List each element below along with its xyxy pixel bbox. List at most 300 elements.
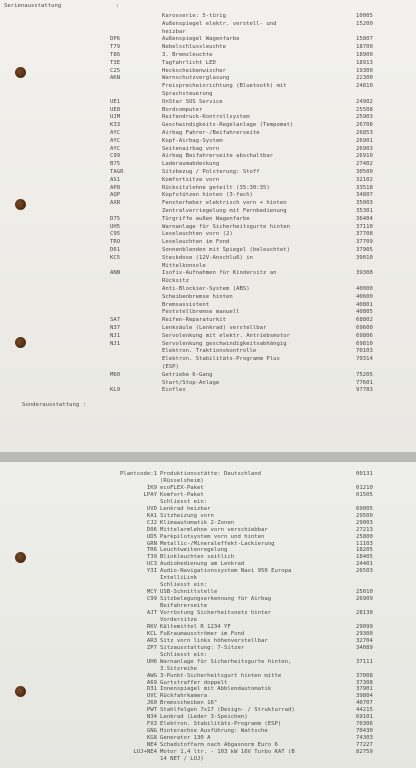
equipment-row <box>0 185 416 192</box>
equipment-row <box>0 13 416 20</box>
equipment-row <box>0 721 416 728</box>
equipment-number: 69101 <box>356 714 373 721</box>
equipment-number: 82759 <box>356 749 373 755</box>
equipment-row <box>0 60 416 67</box>
equipment-description: 3. Bremsleuchte <box>162 52 213 58</box>
equipment-code: A69 <box>146 679 157 686</box>
equipment-description: Schliesst ein: <box>160 498 208 505</box>
equipment-row <box>0 645 416 652</box>
equipment-description: Fußraumausströmer im Fond <box>160 630 245 637</box>
equipment-row <box>0 99 416 106</box>
equipment-number: 29500 <box>356 512 373 519</box>
equipment-number: 40000 <box>356 286 373 292</box>
equipment-row <box>0 239 416 246</box>
equipment-row <box>0 286 416 293</box>
equipment-row <box>0 36 416 43</box>
equipment-description: Sitzheizung vorn <box>160 512 214 519</box>
equipment-number: 34807 <box>356 192 373 199</box>
equipment-number: 18205 <box>356 547 373 554</box>
equipment-number: 37901 <box>356 686 373 693</box>
equipment-code: KA1 <box>146 512 157 519</box>
equipment-code: SA7 <box>110 317 121 324</box>
equipment-number: 69600 <box>356 325 373 331</box>
equipment-row <box>0 631 416 638</box>
equipment-description: Schadstoffarm nach Abgasnorm Euro 6 <box>160 742 278 749</box>
equipment-description: Leseleuchten im Fond <box>162 239 230 246</box>
equipment-description: Freisprecheinrichtung (Bluetooth) mit <box>162 83 287 90</box>
equipment-code: GNG <box>146 728 157 735</box>
equipment-code: M60 <box>110 371 121 378</box>
equipment-row <box>0 169 416 176</box>
equipment-row <box>0 728 416 735</box>
equipment-number: 75205 <box>356 371 373 378</box>
equipment-code: RKV <box>146 623 157 630</box>
equipment-code: AQP <box>110 192 121 199</box>
equipment-number: 18900 <box>356 52 373 58</box>
equipment-number: 22300 <box>356 75 373 82</box>
equipment-number: 40805 <box>356 309 373 316</box>
equipment-description: Feststellbremse manuell <box>162 309 240 316</box>
equipment-row <box>0 603 416 610</box>
equipment-row <box>0 756 416 763</box>
equipment-code: T86 <box>110 52 121 58</box>
equipment-description: Komfortsitze vorn <box>162 176 220 183</box>
equipment-row <box>0 107 416 114</box>
equipment-code: AYC <box>110 130 121 136</box>
equipment-description: Vorrüstung Sicherheitsnetz hinter <box>160 610 272 616</box>
equipment-description: Innenspiegel mit Abblendautomatik <box>160 686 272 693</box>
equipment-row <box>0 478 416 485</box>
equipment-code: UE8 <box>110 106 121 113</box>
equipment-description: Vordersitze <box>160 616 198 623</box>
equipment-row <box>0 520 416 527</box>
equipment-code: AWG <box>146 672 157 679</box>
equipment-row <box>0 492 416 499</box>
equipment-description: Ecoflex <box>162 387 186 394</box>
equipment-row <box>0 224 416 231</box>
equipment-number: 70103 <box>356 348 373 355</box>
equipment-row <box>0 270 416 277</box>
equipment-code: TAGR <box>110 169 124 175</box>
equipment-description: ecoFLEX-Paket <box>160 484 204 491</box>
equipment-row <box>0 554 416 561</box>
equipment-description: Zentralverriegelung mit Fernbedienung <box>162 208 287 214</box>
equipment-description: Elektron. Stabilitäts-Programm Plus <box>162 356 280 363</box>
equipment-code: N34 <box>146 714 157 721</box>
equipment-description: Servolenkung geschwindigkeitsabhängig <box>162 340 287 347</box>
equipment-description: Komfort-Paket <box>160 491 204 498</box>
equipment-description: Mittelkonsole <box>162 262 206 269</box>
equipment-description: Mittelarmlehne vorn verschiebbar <box>160 526 268 533</box>
equipment-description: Türgriffe außen Wagenfarbe <box>162 215 250 222</box>
page-gap <box>0 452 416 462</box>
equipment-number: 25010 <box>356 589 373 596</box>
equipment-code: KL9 <box>110 387 121 394</box>
equipment-description: Reifendruck-Kontrollsystem <box>162 114 250 121</box>
equipment-row <box>0 317 416 324</box>
equipment-row <box>0 325 416 332</box>
equipment-description: Getriebe 6-Gang <box>162 371 213 378</box>
equipment-code: C99 <box>110 153 121 160</box>
equipment-description: Rücksitzlehne geteilt (35:30:35) <box>162 184 270 191</box>
equipment-description: Metallic-/Mineraleffekt-Lackierung <box>160 540 275 547</box>
equipment-description: Nebelschlussleuchte <box>162 44 226 51</box>
equipment-description: 3.Sitzreihe <box>160 665 198 672</box>
equipment-number: 37308 <box>356 679 373 686</box>
equipment-code: IK9 <box>146 484 157 491</box>
equipment-number: 26903 <box>356 145 373 152</box>
equipment-row <box>0 161 416 168</box>
equipment-number: 37709 <box>356 239 373 246</box>
equipment-row <box>0 138 416 145</box>
equipment-row <box>0 177 416 184</box>
equipment-code: LPAY <box>143 491 157 498</box>
equipment-code: C25 <box>110 67 121 74</box>
equipment-row <box>0 652 416 659</box>
equipment-code: D06 <box>146 526 157 533</box>
equipment-row <box>0 680 416 687</box>
equipment-row <box>0 673 416 680</box>
equipment-description: Geschwindigkeits-Regelanlage (Tempomat) <box>162 122 294 129</box>
equipment-row <box>0 707 416 714</box>
equipment-number: 24401 <box>356 561 373 568</box>
equipment-number: 37008 <box>356 672 373 679</box>
equipment-code: T79 <box>110 44 121 51</box>
equipment-row <box>0 216 416 223</box>
equipment-number: 37905 <box>356 247 373 253</box>
equipment-row <box>0 380 416 387</box>
optional-equipment-heading: Sonderausstattung : <box>22 402 86 408</box>
equipment-description: Produktionsstätte: Deutschland <box>160 471 262 477</box>
equipment-description: Außenspiegel elektr. verstell- und <box>162 20 277 27</box>
equipment-number: 70430 <box>356 728 373 735</box>
equipment-row <box>0 714 416 721</box>
equipment-row <box>0 130 416 137</box>
equipment-row <box>0 122 416 129</box>
equipment-row <box>0 499 416 506</box>
equipment-description: Blinkleuchten seitlich <box>160 554 235 561</box>
equipment-description: Reifen-Reparaturkit <box>162 317 226 324</box>
equipment-row <box>0 561 416 568</box>
equipment-number: 25903 <box>356 114 373 121</box>
equipment-description: Airbag Beifahrerseite abschaltbar <box>162 153 274 160</box>
equipment-number: 35003 <box>356 200 373 207</box>
equipment-description: Rücksitz <box>162 278 189 285</box>
equipment-description: 3-Punkt-Sicherheitsgurt hinten mitte <box>160 672 282 679</box>
equipment-number: 30500 <box>356 169 373 175</box>
equipment-description: Lenksäule (Lenkrad) verstellbar <box>162 325 267 331</box>
equipment-row <box>0 372 416 379</box>
equipment-row <box>0 278 416 285</box>
equipment-description: Außenspiegel Wagenfarbe <box>162 36 240 43</box>
equipment-code: DP6 <box>110 36 121 43</box>
equipment-row <box>0 659 416 666</box>
equipment-number: 00131 <box>356 471 373 477</box>
equipment-description: Heckscheibenwischer <box>162 67 226 74</box>
equipment-description: Gurtstraffer doppelt <box>160 679 228 686</box>
equipment-description: Hinterachse Ausführung: Wattsche <box>160 728 268 735</box>
equipment-row <box>0 348 416 355</box>
equipment-code: C99 <box>146 596 157 603</box>
equipment-number: 28130 <box>356 610 373 616</box>
equipment-number: 27213 <box>356 526 373 533</box>
equipment-number: 39010 <box>356 254 373 261</box>
equipment-number: 77227 <box>356 742 373 749</box>
equipment-number: 33518 <box>356 184 373 191</box>
equipment-number: 44215 <box>356 707 373 714</box>
equipment-code: AYC <box>110 145 121 152</box>
equipment-code: AS1 <box>110 176 121 183</box>
equipment-number: 29300 <box>356 630 373 637</box>
equipment-number: 39804 <box>356 693 373 700</box>
equipment-description: Warnschutzverglasung <box>162 75 230 82</box>
document-page-optional-equipment <box>0 462 416 768</box>
equipment-row <box>0 309 416 316</box>
equipment-description: OnStar SOS Service <box>162 98 223 105</box>
equipment-number: 26909 <box>356 596 373 603</box>
equipment-row <box>0 742 416 749</box>
equipment-description: Sitz vorn links höhenverstellbar <box>160 637 268 644</box>
equipment-number: 29003 <box>356 519 373 526</box>
equipment-code: ANN <box>110 270 121 277</box>
equipment-number: 77601 <box>356 379 373 386</box>
equipment-row <box>0 638 416 645</box>
equipment-description: Sprachsteuerung <box>162 91 213 97</box>
equipment-row <box>0 341 416 348</box>
equipment-description: heizbar <box>162 28 186 35</box>
equipment-row <box>0 255 416 262</box>
equipment-row <box>0 541 416 548</box>
equipment-code: D75 <box>110 215 121 222</box>
equipment-row <box>0 146 416 153</box>
equipment-code: N37 <box>110 325 121 331</box>
equipment-row <box>0 294 416 301</box>
equipment-number: 36404 <box>356 215 373 222</box>
equipment-description: Bordcomputer <box>162 106 203 113</box>
equipment-row <box>0 485 416 492</box>
equipment-code: KC5 <box>110 254 121 261</box>
equipment-row <box>0 153 416 160</box>
equipment-number: 40801 <box>356 301 373 308</box>
equipment-row <box>0 582 416 589</box>
equipment-row <box>0 527 416 534</box>
equipment-row <box>0 44 416 51</box>
equipment-description: Fensterheber elektrisch vorn + hinten <box>162 200 287 207</box>
equipment-row <box>0 247 416 254</box>
equipment-row <box>0 387 416 394</box>
equipment-row <box>0 589 416 596</box>
equipment-code: T3E <box>110 59 121 66</box>
section-heading: Serienausstattung <box>4 3 62 9</box>
equipment-description: Kopfstützen hinten (3-fach) <box>162 192 253 199</box>
equipment-code: D31 <box>146 686 157 693</box>
equipment-number: 70306 <box>356 721 373 728</box>
equipment-code: GRN <box>146 540 157 547</box>
equipment-code: UVD <box>146 505 157 512</box>
equipment-number: 18405 <box>356 554 373 561</box>
equipment-code: AP8 <box>110 184 121 191</box>
equipment-number: 29099 <box>356 623 373 630</box>
equipment-description: Leseleuchten vorn (2) <box>162 231 233 238</box>
equipment-description: Start/Stop-Anlage <box>162 379 220 386</box>
equipment-row <box>0 624 416 631</box>
equipment-number: 68802 <box>356 317 373 324</box>
equipment-number: 19300 <box>356 67 373 74</box>
equipment-row <box>0 200 416 207</box>
equipment-code: Y3I <box>146 568 157 575</box>
equipment-row <box>0 749 416 756</box>
equipment-description: Anti-Blockier-System (ABS) <box>162 286 250 292</box>
equipment-description: Servolenkung mit elektr. Antriebsmotor <box>162 332 290 339</box>
equipment-row <box>0 610 416 617</box>
equipment-row <box>0 513 416 520</box>
equipment-number: 70314 <box>356 356 373 363</box>
equipment-description: Motor 1,4 ltr. - 103 kW 16V Turbo KAT (B <box>160 749 295 755</box>
equipment-row <box>0 68 416 75</box>
equipment-code: AJT <box>146 610 157 616</box>
equipment-code: B75 <box>110 161 121 168</box>
equipment-description: (Rüsselsheim) <box>160 477 204 484</box>
equipment-description: Bremsscheiben 16" <box>160 700 218 707</box>
equipment-description: IntelliLink <box>160 575 198 582</box>
equipment-number: 40707 <box>356 700 373 707</box>
equipment-code: CJ2 <box>146 519 157 526</box>
equipment-code: Plantcode:1 <box>119 471 157 477</box>
equipment-row <box>0 547 416 554</box>
equipment-code: TR6 <box>146 547 157 554</box>
equipment-row <box>0 575 416 582</box>
equipment-number: 32102 <box>356 176 373 183</box>
equipment-code: NE4 <box>146 742 157 749</box>
equipment-code: K33 <box>110 122 121 129</box>
equipment-number: 24902 <box>356 98 373 105</box>
equipment-row <box>0 700 416 707</box>
equipment-description: Sitzbezug / Polsterung: Stoff <box>162 169 260 175</box>
equipment-row <box>0 192 416 199</box>
equipment-row <box>0 693 416 700</box>
equipment-code: UH6 <box>146 658 157 665</box>
equipment-description: Seitenairbag vorn <box>162 145 220 152</box>
equipment-number: 69810 <box>356 340 373 347</box>
equipment-row <box>0 91 416 98</box>
equipment-row <box>0 666 416 673</box>
equipment-row <box>0 208 416 215</box>
equipment-description: Lenkrad (Leder 3-Speichen) <box>160 714 248 721</box>
equipment-number: 40600 <box>356 293 373 300</box>
equipment-number: 26708 <box>356 122 373 129</box>
equipment-number: 37708 <box>356 231 373 238</box>
equipment-row <box>0 21 416 28</box>
equipment-description: Warnanlage für Sicherheitsgurte hinten, <box>160 658 292 665</box>
equipment-number: 34089 <box>356 644 373 651</box>
equipment-code: NJ1 <box>110 332 121 339</box>
equipment-row <box>0 356 416 363</box>
equipment-code: AKN <box>110 75 121 82</box>
equipment-number: 18700 <box>356 44 373 51</box>
equipment-description: Lenkrad heizbar <box>160 505 211 512</box>
equipment-row <box>0 534 416 541</box>
equipment-code: KCL <box>146 630 157 637</box>
equipment-number: 01210 <box>356 484 373 491</box>
equipment-description: Warnanlage für Sicherheitsgurte hinten <box>162 223 290 230</box>
equipment-code: T39 <box>146 554 157 561</box>
equipment-description: Karosserie: 5-türig <box>162 13 226 19</box>
equipment-description: Elektron. Stabilitäts-Programm (ESP) <box>160 721 282 728</box>
equipment-number: 69005 <box>356 505 373 512</box>
equipment-row <box>0 333 416 340</box>
equipment-description: Elektron. Traktionskontrolle <box>162 348 257 355</box>
equipment-row <box>0 596 416 603</box>
equipment-number: 25800 <box>356 533 373 540</box>
equipment-code: UJM <box>110 114 121 121</box>
equipment-row <box>0 263 416 270</box>
equipment-description: Beifahrerseite <box>160 603 208 610</box>
equipment-number: 01505 <box>356 491 373 498</box>
equipment-number: 25508 <box>356 106 373 113</box>
equipment-number: 15807 <box>356 36 373 43</box>
equipment-description: Isofix-Aufnahmen für Kindersitz an <box>162 270 277 277</box>
equipment-description: Tagfahrlicht LED <box>162 59 216 66</box>
equipment-code: D61 <box>110 247 121 253</box>
equipment-code: NJ1 <box>110 340 121 347</box>
equipment-code: UC3 <box>146 561 157 568</box>
equipment-number: 74303 <box>356 735 373 742</box>
equipment-row <box>0 506 416 513</box>
equipment-row <box>0 83 416 90</box>
equipment-number: 26901 <box>356 137 373 144</box>
equipment-description: Parkpilotsystem vorn und hinten <box>160 533 265 540</box>
equipment-code: ZP7 <box>146 644 157 651</box>
equipment-code: MCY <box>146 589 157 596</box>
equipment-number: 27402 <box>356 161 373 168</box>
equipment-code: AYC <box>110 137 121 144</box>
equipment-number: 26910 <box>356 153 373 160</box>
equipment-row <box>0 735 416 742</box>
equipment-code: TRO <box>110 239 121 246</box>
equipment-description: Kältemittel R 1234 YF <box>160 623 231 630</box>
equipment-row <box>0 231 416 238</box>
equipment-row <box>0 52 416 59</box>
equipment-code: LUJ+NE4 <box>133 749 157 755</box>
equipment-row <box>0 364 416 371</box>
equipment-number: 26503 <box>356 568 373 575</box>
equipment-number: 18913 <box>356 59 373 66</box>
equipment-description: Stahlfelgen 7x17 (Design- / Strukturrad) <box>160 707 295 714</box>
equipment-row <box>0 75 416 82</box>
equipment-number: 69806 <box>356 332 373 339</box>
equipment-code: UD5 <box>146 533 157 540</box>
equipment-code: C95 <box>110 231 121 238</box>
equipment-code: UVC <box>146 693 157 700</box>
equipment-row <box>0 302 416 309</box>
equipment-row <box>0 471 416 478</box>
equipment-description: Generator 130 A <box>160 735 211 742</box>
equipment-code: FX3 <box>146 721 157 728</box>
equipment-number: 15200 <box>356 20 373 27</box>
equipment-description: Laderaumabdeckung <box>162 161 220 168</box>
equipment-number: 39308 <box>356 270 373 277</box>
equipment-description: Scheibenbremse hinten <box>162 293 233 300</box>
equipment-description: Audio-Navigationssystem Navi 950 Europa <box>160 568 292 575</box>
equipment-description: Steckdose (12V-Anschluß) in <box>162 254 253 261</box>
equipment-code: KG8 <box>146 735 157 742</box>
equipment-code: UH5 <box>110 223 121 230</box>
equipment-description: 14 NET / LUJ) <box>160 755 204 762</box>
equipment-description: Kopf-Airbag-System <box>162 137 223 144</box>
equipment-number: 37110 <box>356 223 373 230</box>
equipment-number: 37111 <box>356 658 373 665</box>
equipment-row <box>0 29 416 36</box>
